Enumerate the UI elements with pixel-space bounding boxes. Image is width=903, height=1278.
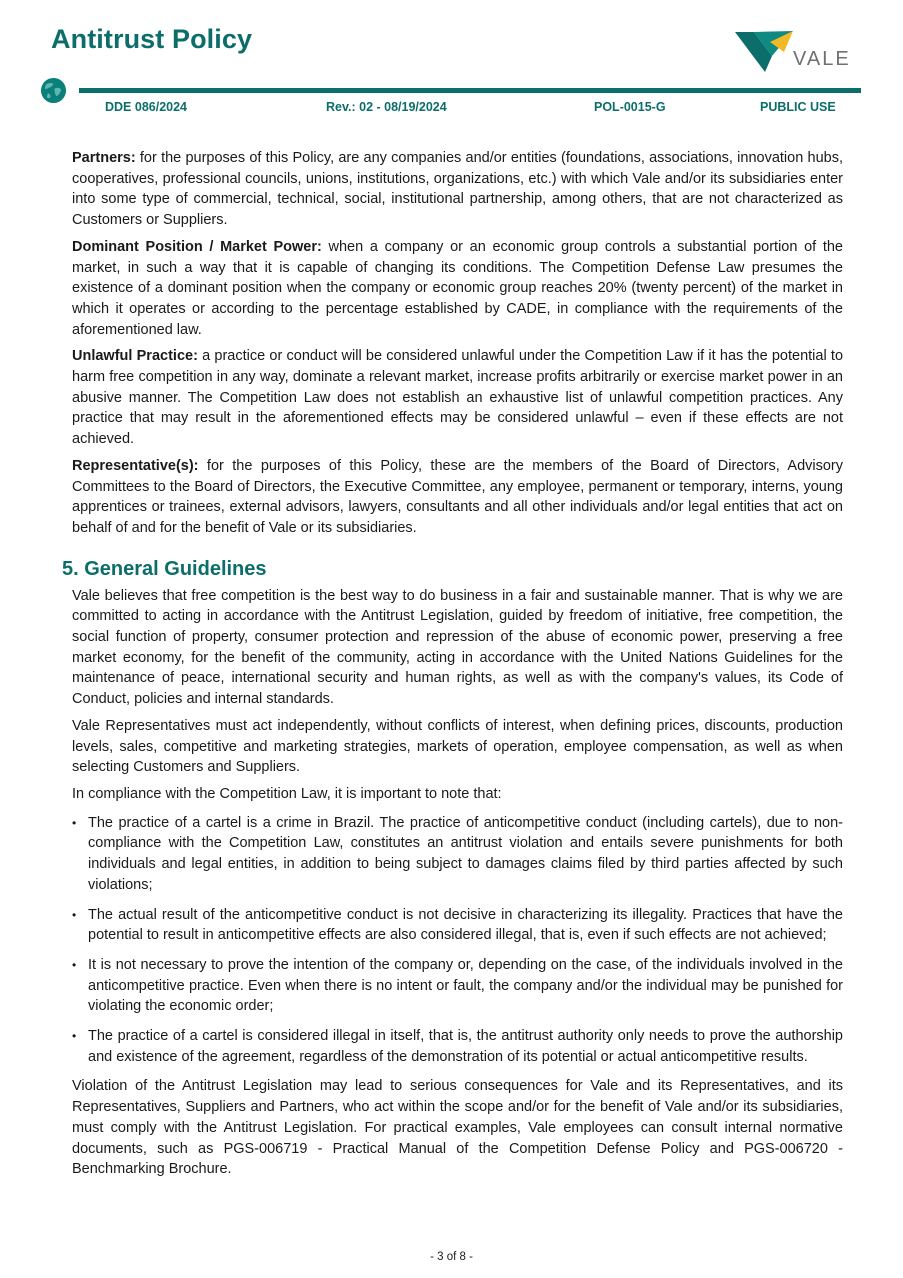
header-rule	[79, 88, 861, 93]
doc-number: DDE 086/2024	[105, 100, 188, 114]
bullet-icon: •	[72, 957, 77, 972]
definition-unlawful-practice: Unlawful Practice: a practice or conduct will be considered unlawful under the Competition Law if it has the potential to harm free competition in any way, dominate a relevant market, increase profits arbitrarily or exercise market power in an abusive manner. The Competition Law does not establish an exhaustive list of unlawful competition practices. Any practice that may result in the aforementioned effects may be considered unlawful – even if these effects are not achieved.	[72, 348, 844, 448]
definition-representatives: Representative(s): for the purposes of this Policy, these are the members of the Board of Directors, Advisory Committees to the Board of Directors, the Executive Committee, any employee, permanent or temporary, interns, young apprentices or trainees, external advisors, lawyers, consultants and all other individuals and/or legal entities that act on behalf of and for the benefit of Vale or its subsidiaries.	[72, 457, 843, 536]
list-item: • The actual result of the anticompetitive conduct is not decisive in characterizing its illegality. Practices that have the potential to result in anticompetitive effects are also considered illegal, that is, even if such effects are not achieved;	[72, 906, 843, 944]
paragraph: Vale Representatives must act independently, without conflicts of interest, when defining prices, discounts, production levels, sales, competitive and marketing strategies, markets of operation, employee compensation, as well as when selecting Customers and Suppliers.	[72, 717, 843, 776]
section-heading: 5. General Guidelines	[62, 557, 267, 580]
definition-partners: Partners: for the purposes of this Policy, are any companies and/or entities (foundations, associations, innovation hubs, cooperatives, professional councils, unions, institutions, organizations, etc.) with which Vale and/or its subsidiaries enter into some type of commercial, technical, social, institutional partnership, among others, that are not characterized as Customers or Suppliers.	[72, 150, 843, 229]
paragraph: In compliance with the Competition Law, it is important to note that:	[72, 785, 502, 802]
logo-wordmark: VALE	[793, 48, 851, 70]
bullet-icon: •	[72, 907, 77, 922]
globe-icon	[40, 77, 67, 104]
closing-paragraph: Violation of the Antitrust Legislation may lead to serious consequences for Vale and its Representatives, and its Representatives, Suppliers and Partners, who act within the scope and/or for the benefit of Vale and/or its subsidiaries, must comply with the Antitrust Legislation. For practical examples, Vale employees can consult internal normative documents, such as PGS-006719 - Practical Manual of the Competition Defense Policy and PGS-006720 - Benchmarking Brochure.	[72, 1078, 843, 1178]
definition-dominant-position: Dominant Position / Market Power: when a company or an economic group controls a substantial portion of the market, in such a way that it is capable of changing its conditions. The Competition Defense Law presumes the existence of a dominant position when the company or economic group reaches 20% (twenty percent) of the market in which it operates or according to the percentage established by CADE, in compliance with the requirements of the aforementioned law.	[72, 238, 844, 338]
bullet-icon: •	[72, 815, 77, 830]
classification: PUBLIC USE	[760, 100, 836, 114]
bullet-icon: •	[72, 1029, 77, 1044]
policy-code: POL-0015-G	[594, 100, 666, 114]
revision: Rev.: 02 - 08/19/2024	[326, 100, 447, 114]
page-content	[62, 148, 844, 1186]
paragraph: Vale believes that free competition is the best way to do business in a fair and sustainable manner. That is why we are committed to acting in accordance with the Antitrust Legislation, guided by freedom of initiative, free competition, the social function of property, consumer protection and repression of the abuse of economic power, preserving a free market economy, for the benefit of the community, acting in accordance with the United Nations Guidelines for the maintenance of peace, international security and human rights, as well as with the company's values, its Code of Conduct, policies and internal standards.	[72, 587, 843, 708]
document-title: Antitrust Policy	[51, 24, 253, 54]
list-item: • The practice of a cartel is a crime in Brazil. The practice of anticompetitive conduct (including cartels), due to non-compliance with the Competition Law, constitutes an antitrust violation and entails severe punishments for both individuals and legal entities, in addition to being subject to damages claims filed by third parties affected by such violations;	[72, 814, 843, 893]
page-number: - 3 of 8 -	[430, 1251, 473, 1263]
list-item: • It is not necessary to prove the intention of the company or, depending on the case, of the individuals involved in the anticompetitive practice. Even when there is no intent or fault, the company and/or the individual may be punished for violating the economic order;	[72, 956, 843, 1015]
list-item: • The practice of a cartel is considered illegal in itself, that is, the antitrust authority only needs to prove the authorship and existence of the agreement, regardless of the demonstration of its potential or actual anticompetitive results.	[72, 1028, 843, 1065]
bullet-list	[72, 813, 843, 1068]
